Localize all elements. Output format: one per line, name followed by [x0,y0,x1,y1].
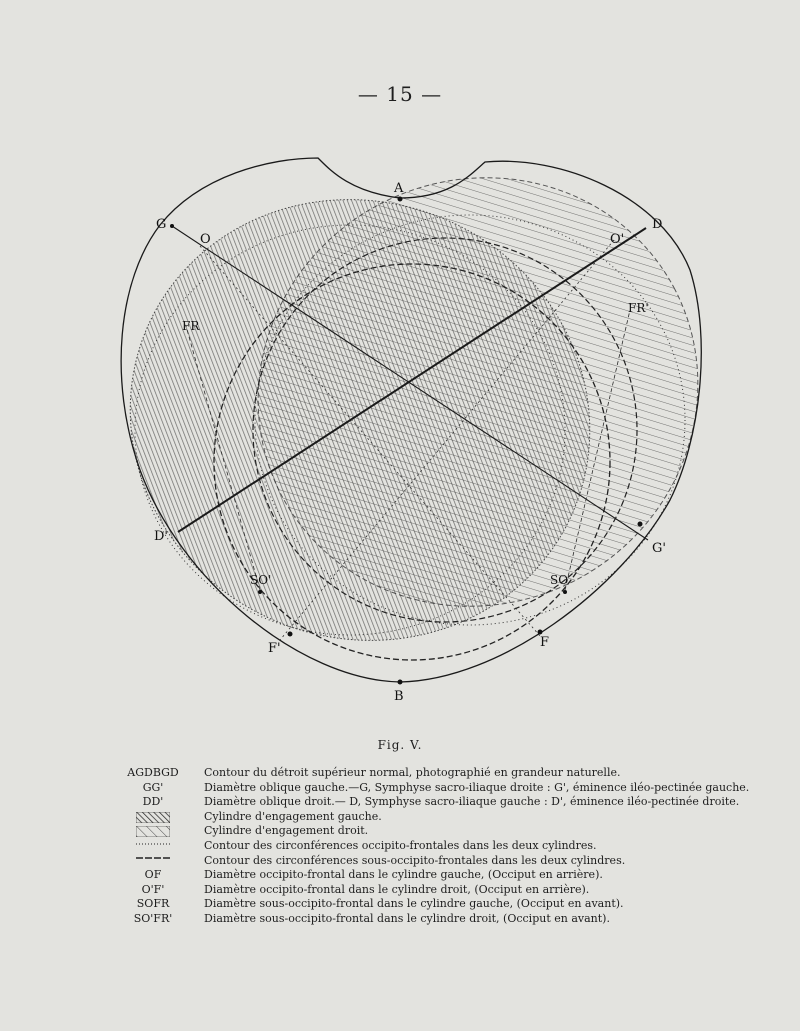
label-O-prime: O' [610,232,625,247]
point-G [170,224,174,228]
legend-row [110,883,750,898]
point-G-prime-marker [638,522,643,527]
legend-row [110,897,750,912]
label-F: F [540,635,550,650]
legend-row [110,824,750,839]
label-G-prime: G' [652,541,666,556]
label-D-prime: D' [154,529,168,544]
legend-description: Diamètre oblique droit.— D, Symphyse sacro-iliaque gauche : D', éminence iléo-pectinée droite. [204,795,740,809]
point-F-prime [288,632,293,637]
legend-key: OF [144,868,162,882]
legend-description: Diamètre occipito-frontal dans le cylindre gauche, (Occiput en arrière). [204,868,603,882]
legend-description: Diamètre sous-occipito-frontal dans le cylindre gauche, (Occiput en avant). [204,897,624,911]
legend-row [110,854,750,869]
legend-description: Contour du détroit supérieur normal, photographié en grandeur naturelle. [204,766,621,779]
legend-description: Diamètre oblique gauche.—G, Symphyse sacro-iliaque droite : G', éminence iléo-pectinée gauche. [204,780,750,794]
label-A: A [394,181,404,196]
legend-key: SO'FR' [133,911,173,925]
label-B: B [394,689,404,704]
dashed-line-swatch [136,855,170,866]
legend-key: O'F' [141,882,165,896]
legend-row [110,868,750,883]
legend-description: Contour des circonférences sous-occipito-frontales dans les deux cylindres. [204,853,626,867]
legend-description: Diamètre occipito-frontal dans le cylindre droit, (Occiput en arrière). [204,882,590,896]
label-F-prime: F' [268,641,281,656]
legend-description: Diamètre sous-occipito-frontal dans le cylindre droit, (Occiput en avant). [204,911,610,925]
label-FR: FR [182,319,200,333]
legend-key-sparse-hatch [110,826,196,837]
figure-caption: Fig. V. [377,738,423,752]
legend-row [110,781,750,796]
label-SO: SO [550,573,569,587]
point-A [398,197,403,202]
legend-row [110,766,750,781]
point-B [398,680,403,685]
legend-key: AGDBGD [127,766,179,779]
label-G: G [156,217,167,232]
point-SO [563,590,567,594]
legend-description: Contour des circonférences occipito-frontales dans les deux cylindres. [204,838,597,852]
legend-key-dotted-line [110,841,196,852]
legend-row [110,912,750,927]
label-FR-prime: FR' [628,301,649,315]
legend-key: DD' [142,795,164,809]
dotted-line-swatch [136,841,170,852]
point-F [538,630,543,635]
point-SO-prime [258,590,262,594]
sparse-hatch-swatch [136,826,170,837]
legend-key: SOFR [136,897,170,911]
legend-row [110,810,750,825]
dense-hatch-swatch [136,812,170,823]
legend-key-dashed-line [110,855,196,866]
legend-key: GG' [142,780,164,794]
legend-row [110,795,750,810]
legend-description: Cylindre d'engagement gauche. [204,809,382,823]
label-SO-prime: SO' [250,573,272,587]
legend-key-dense-hatch [110,812,196,823]
page-number: — 15 — [357,82,443,106]
label-D: D [652,217,663,232]
legend-description: Cylindre d'engagement droit. [204,824,369,838]
legend [110,766,750,927]
label-O: O [200,232,211,247]
legend-row [110,839,750,854]
